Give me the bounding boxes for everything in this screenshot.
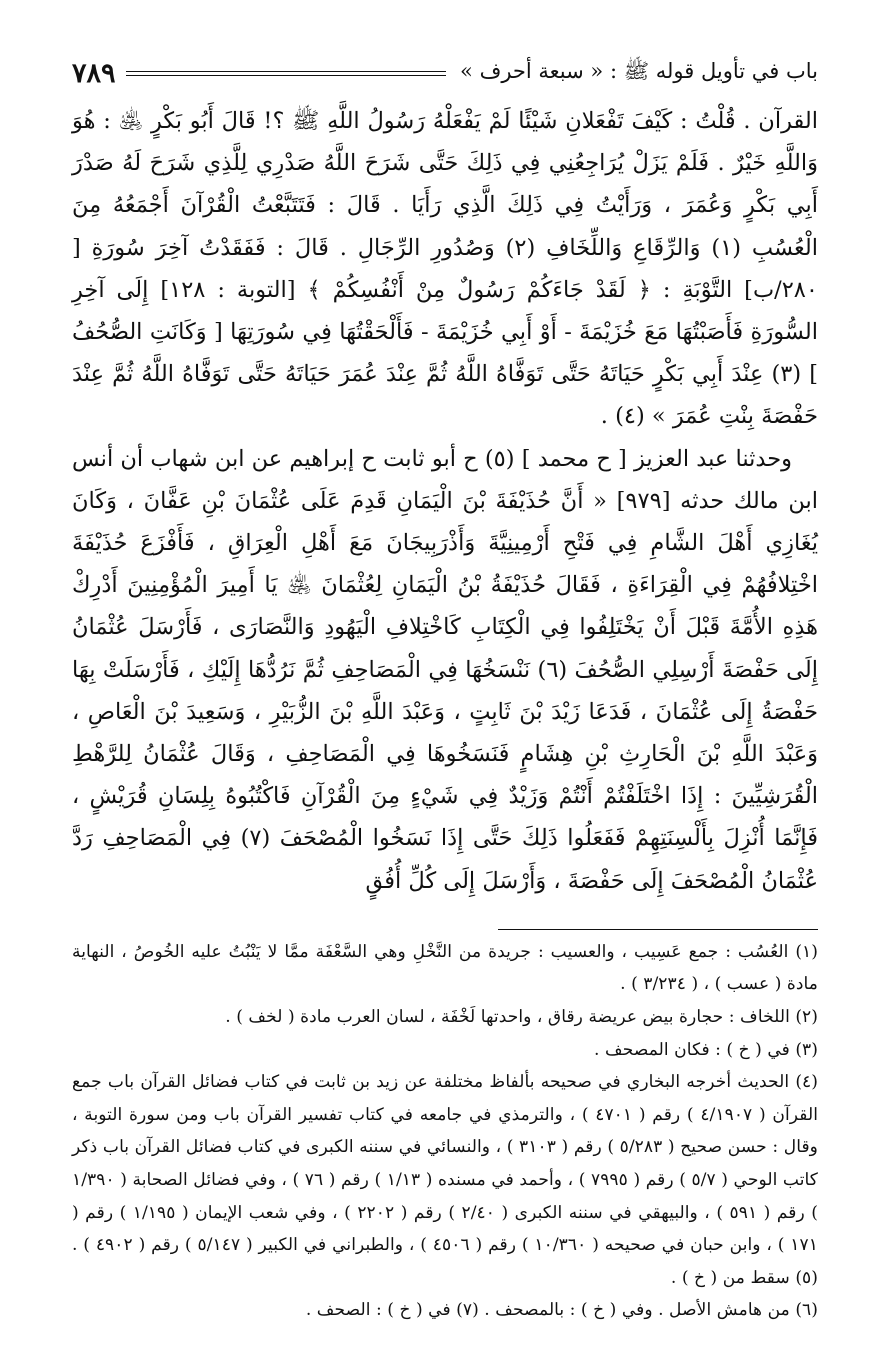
- book-page: [72, 52, 818, 1327]
- running-head: باب في تأويل قوله ﷺ : « سبعة أحرف »: [460, 58, 818, 83]
- footnote-1: (١) العُسُب : جمع عَسِيب ، والعسيب : جريدة من النَّخْلِ وهي السَّعْفَة ممَّا لا يَنْبُتُ عليه الخُوصُ ، النهاية مادة ( عسب ) ، ( ٣/٢٣٤ ) .: [72, 941, 818, 995]
- footnotes: [72, 936, 818, 1327]
- main-text: [72, 100, 818, 902]
- page-header: [72, 52, 818, 94]
- paragraph-2: وحدثنا عبد العزيز [ ح محمد ] (٥) ح أبو ثابت ح إبراهيم عن ابن شهاب أن أنس ابن مالك حدثه [٩٧٩] « أَنَّ حُذَيْفَةَ بْنَ الْيَمَانِ قَدِمَ عَلَى عُثْمَانَ بْنِ عَفَّانَ ، وَكَانَ يُغَازِي أَهْلَ الشَّامِ فِي فَتْحِ أَرْمِينِيَّةَ وَأَذْرَبِيجَانَ مَعَ أَهْلِ الْعِرَاقِ ، فَأَفْزَعَ حُذَيْفَةَ اخْتِلافُهُمْ فِي الْقِرَاءَةِ ، فَقَالَ حُذَيْفَةُ بْنُ الْيَمَانِ لِعُثْمَانَ ﵁ يَا أَمِيرَ الْمُؤْمِنِينَ أَدْرِكْ هَذِهِ الأُمَّةَ قَبْلَ أَنْ يَخْتَلِفُوا فِي الْكِتَابِ كَاخْتِلافِ الْيَهُودِ وَالنَّصَارَى ، فَأَرْسَلَ عُثْمَانُ إِلَى حَفْصَةَ أَرْسِلِي الصُّحُفَ (٦) نَنْسَخُهَا فِي الْمَصَاحِفِ ثُمَّ نَرُدُّهَا إِلَيْكِ ، فَأَرْسَلَتْ بِهَا حَفْصَةُ إِلَى عُثْمَانَ ، فَدَعَا زَيْدَ بْنَ ثَابِتٍ ، وَعَبْدَ اللَّهِ بْنَ الزُّبَيْرِ ، وَسَعِيدَ بْنَ الْعَاصِ ، وَعَبْدَ اللَّهِ بْنَ الْحَارِثِ بْنِ هِشَامٍ فَنَسَخُوهَا فِي الْمَصَاحِفِ ، وَقَالَ عُثْمَانُ لِلرَّهْطِ الْقُرَشِيِّينَ : إِذَا اخْتَلَفْتُمْ أَنْتُمْ وَزَيْدٌ فِي شَيْءٍ مِنَ الْقُرْآنِ فَاكْتُبُوهُ بِلِسَانِ قُرَيْشٍ ، فَإِنَّمَا أُنْزِلَ بِأَلْسِنَتِهِمْ فَفَعَلُوا ذَلِكَ حَتَّى إِذَا نَسَخُوا الْمُصْحَفَ (٧) فِي الْمَصَاحِفِ رَدَّ عُثْمَانُ الْمُصْحَفَ إِلَى حَفْصَةَ ، وَأَرْسَلَ إِلَى كُلِّ أُفُقٍ: [72, 445, 818, 894]
- footnote-2: (٢) اللخاف : حجارة بيض عريضة رقاق ، واحدتها لَخْفَة ، لسان العرب مادة ( لخف ) .: [225, 1007, 818, 1028]
- footnote-6: (٦) من هامش الأصل . وفي ( خ ) : بالمصحف . (٧) في ( خ ) : الصحف .: [305, 1300, 818, 1321]
- paragraph-1: القرآن . قُلْتُ : كَيْفَ تَفْعَلانِ شَيْئًا لَمْ يَفْعَلْهُ رَسُولُ اللَّهِ ﷺ ؟! قَالَ أَبُو بَكْرٍ ﵁ : هُوَ وَاللَّهِ خَيْرٌ . فَلَمْ يَزَلْ يُرَاجِعُنِي فِي ذَلِكَ حَتَّى شَرَحَ اللَّهُ صَدْرِي لِلَّذِي شَرَحَ لَهُ صَدْرَ أَبِي بَكْرٍ وَعُمَرَ ، وَرَأَيْتُ فِي ذَلِكَ الَّذِي رَأَيَا . قَالَ : فَتَتَبَّعْتُ الْقُرْآنَ أَجْمَعُهُ مِنَ الْعُسُبِ (١) وَالرِّقَاعِ وَاللِّخَافِ (٢) وَصُدُورِ الرِّجَالِ . قَالَ : فَفَقَدْتُ آخِرَ سُورَةِ [ ٢٨٠/ب] التَّوْبَةِ : ﴿ لَقَدْ جَاءَكُمْ رَسُولٌ مِنْ أَنْفُسِكُمْ ﴾ [التوبة : ١٢٨] إِلَى آخِرِ السُّورَةِ فَأَصَبْتُهَا مَعَ خُزَيْمَةَ - أَوْ أَبِي خُزَيْمَةَ - فَأَلْحَقْتُهَا فِي سُورَتِهَا [ وَكَانَتِ الصُّحُفُ ] (٣) عِنْدَ أَبِي بَكْرٍ حَيَاتَهُ حَتَّى تَوَفَّاهُ اللَّهُ ثُمَّ عِنْدَ عُمَرَ حَيَاتَهُ حَتَّى تَوَفَّاهُ اللَّهُ ثُمَّ عِنْدَ حَفْصَةَ بِنْتِ عُمَرَ » (٤) .: [72, 108, 818, 430]
- page-number: ٧٨٩: [72, 57, 116, 89]
- header-rule: [126, 71, 447, 76]
- footnote-separator: [498, 929, 818, 930]
- footnote-3: (٣) في ( خ ) : فكان المصحف .: [594, 1039, 818, 1060]
- footnote-4: (٤) الحديث أخرجه البخاري في صحيحه بألفاظ مختلفة عن زيد بن ثابت في كتاب فضائل القرآن باب جمع القرآن ( ٤/١٩٠٧ ) رقم ( ٤٧٠١ ) ، والترمذي في جامعه في كتاب تفسير القرآن باب ومن سورة التوبة ، وقال : حسن صحيح ( ٥/٢٨٣ ) رقم ( ٣١٠٣ ) ، والنسائي في سننه الكبرى في كتاب فضائل القرآن باب ذكر كاتب الوحي ( ٥/٧ ) رقم ( ٧٩٩٥ ) ، وأحمد في مسنده ( ١/١٣ ) رقم ( ٧٦ ) ، وفي فضائل الصحابة ( ١/٣٩٠ ) رقم ( ٥٩١ ) ، والبيهقي في سننه الكبرى ( ٢/٤٠ ) رقم ( ٢٢٠٢ ) ، وفي شعب الإيمان ( ١/١٩٥ ) رقم ( ١٧١ ) ، وابن حبان في صحيحه ( ١٠/٣٦٠ ) رقم ( ٤٥٠٦ ) ، والطبراني في الكبير ( ٥/١٤٧ ) رقم ( ٤٩٠٢ ) . (٥) سقط من ( خ ) .: [72, 1072, 818, 1288]
